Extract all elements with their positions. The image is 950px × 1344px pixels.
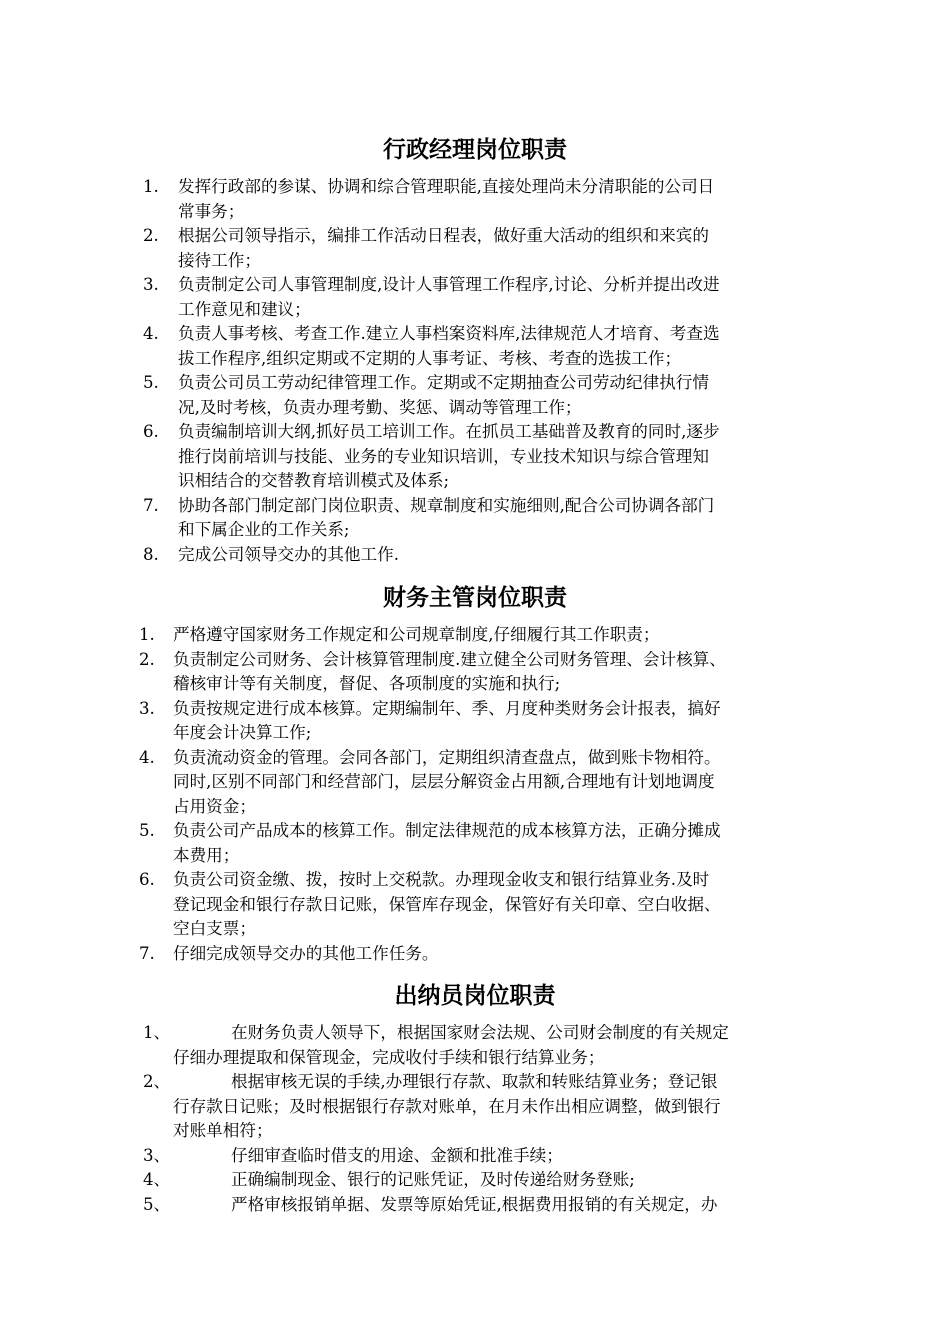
list-item: 6. 负责公司资金缴、拨，按时上交税款。办理现金收支和银行结算业务.及时 登记现金和银行存款日记账，保管库存现金，保管好有关印章、空白收据、 空白支票； — [139, 870, 721, 938]
cashier-duties-list — [0, 1021, 729, 1217]
list-item: 3. 负责制定公司人事管理制度,设计人事管理工作程序,讨论、分析并提出改进 工作意见和建议； — [143, 275, 720, 319]
list-item: 5、 严格审核报销单据、发票等原始凭证,根据费用报销的有关规定，办 — [143, 1194, 718, 1214]
list-item: 7. 协助各部门制定部门岗位职责、规章制度和实施细则,配合公司协调各部门 和下属企业的工作关系; — [143, 495, 715, 539]
list-item: 4. 负责流动资金的管理。会同各部门，定期组织清查盘点，做到账卡物相符。 同时,区别不同部门和经营部门，层层分解资金占用额,合理地有计划地调度 占用资金； — [139, 747, 721, 816]
list-item: 1. 发挥行政部的参谋、协调和综合管理职能,直接处理尚未分清职能的公司日 常事务； — [143, 177, 715, 221]
list-item: 3、 仔细审查临时借支的用途、金额和批准手续； — [143, 1145, 563, 1165]
list-item: 5. 负责公司员工劳动纪律管理工作。定期或不定期抽查公司劳动纪律执行情 况,及时考核，负责办理考勤、奖惩、调动等管理工作； — [143, 373, 709, 417]
list-item: 2、 根据审核无误的手续,办理银行存款、取款和转账结算业务；登记银 行存款日记账；及时根据银行存款对账单，在月未作出相应调整，做到银行 对账单相符； — [143, 1072, 721, 1140]
list-item: 4. 负责人事考核、考查工作.建立人事档案资料库,法律规范人才培育、考查选 拔工作程序,组织定期或不定期的人事考证、考核、考查的选拔工作； — [143, 324, 720, 368]
list-item: 1. 严格遵守国家财务工作规定和公司规章制度,仔细履行其工作职责； — [139, 625, 660, 644]
section-title-cashier: 出纳员岗位职责 — [394, 983, 556, 1009]
list-item: 8. 完成公司领导交办的其他工作. — [143, 544, 399, 564]
list-item: 6. 负责编制培训大纲,抓好员工培训工作。在抓员工基础普及教育的同时,逐步 推行岗前培训与技能、业务的专业知识培训，专业技术知识与综合管理知 识相结合的交替教育培训模式及体系; — [143, 422, 720, 490]
admin-manager-duties-list — [0, 175, 720, 567]
list-item: 5. 负责公司产品成本的核算工作。制定法律规范的成本核算方法，正确分摊成 本费用； — [139, 821, 721, 865]
list-item: 4、 正确编制现金、银行的记账凭证，及时传递给财务登账; — [143, 1170, 635, 1189]
finance-supervisor-duties-list — [0, 623, 726, 966]
section-title-admin-manager: 行政经理岗位职责 — [383, 137, 567, 163]
list-item: 3. 负责按规定进行成本核算。定期编制年、季、月度种类财务会计报表，搞好 年度会计决算工作; — [139, 698, 721, 742]
section-title-finance-supervisor: 财务主管岗位职责 — [383, 585, 567, 611]
list-item: 1、 在财务负责人领导下，根据国家财会法规、公司财会制度的有关规定 仔细办理提取和保管现金，完成收付手续和银行结算业务； — [143, 1023, 729, 1067]
list-item: 2. 负责制定公司财务、会计核算管理制度.建立健全公司财务管理、会计核算、 稽核审计等有关制度，督促、各项制度的实施和执行; — [139, 649, 726, 693]
list-item: 2. 根据公司领导指示，编排工作活动日程表，做好重大活动的组织和来宾的 接待工作； — [143, 226, 709, 270]
list-item: 7. 仔细完成领导交办的其他工作任务。 — [139, 943, 439, 963]
